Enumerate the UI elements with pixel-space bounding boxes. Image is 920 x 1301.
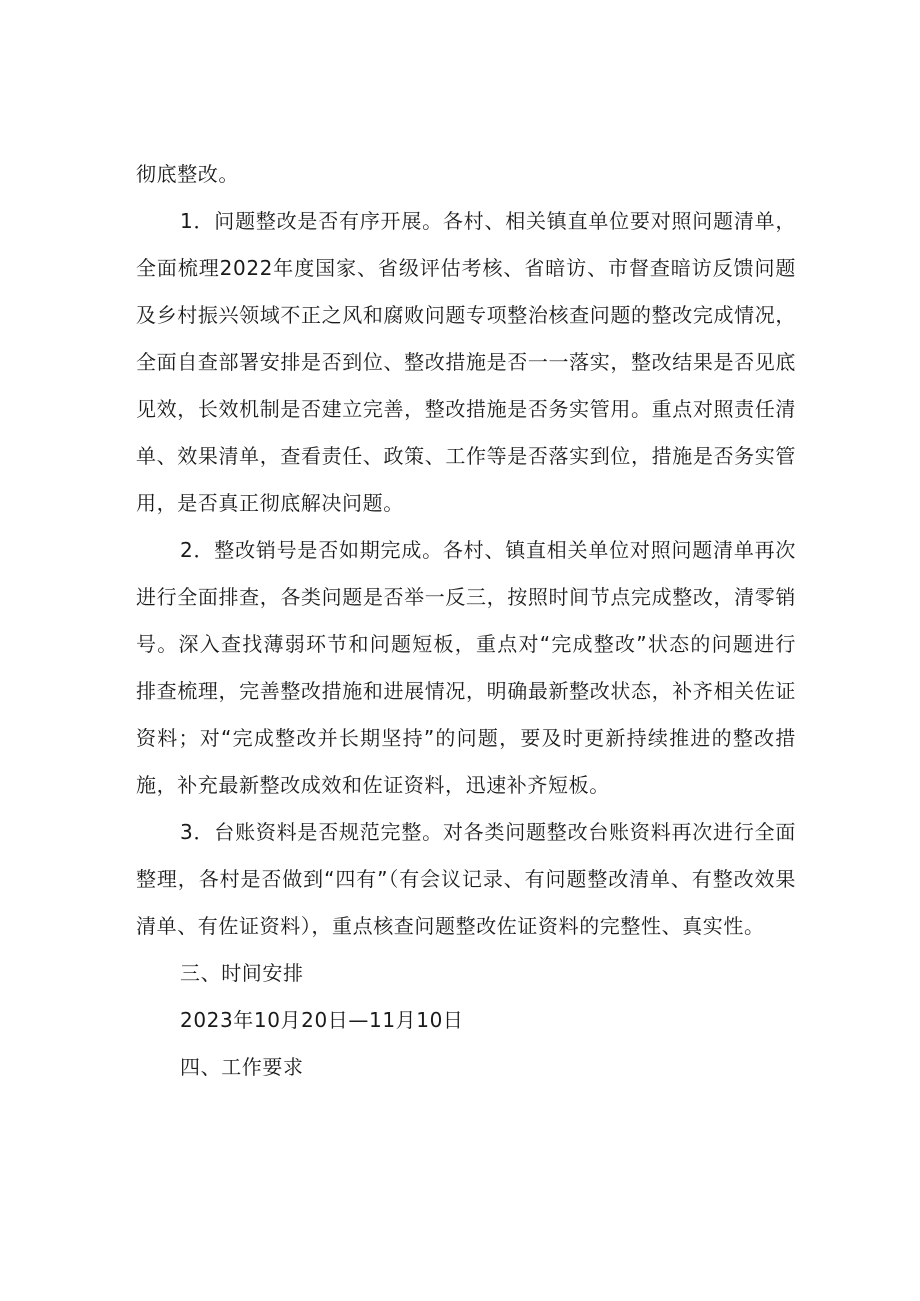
schedule-date-range: 2023年10月20日—11月10日	[180, 1008, 464, 1032]
section-heading-requirements: 四、工作要求	[180, 1055, 304, 1079]
document-body	[136, 151, 796, 1091]
paragraph-item-1: 1．问题整改是否有序开展。各村、相关镇直单位要对照问题清单，全面梳理2022年度国家、省级评估考核、省暗访、市督查暗访反馈问题及乡村振兴领域不正之风和腐败问题专项整治核查问题的整改完成情况，全面自查部署安排是否到位、整改措施是否一一落实，整改结果是否见底见效，长效机制是否建立完善，整改措施是否务实管用。重点对照责任清单、效果清单，查看责任、政策、工作等是否落实到位，措施是否务实管用，是否真正彻底解决问题。	[136, 209, 796, 515]
paragraph-continuation: 彻底整改。	[136, 162, 239, 186]
section-heading-schedule: 三、时间安排	[180, 961, 304, 985]
paragraph-item-2: 2．整改销号是否如期完成。各村、镇直相关单位对照问题清单再次进行全面排查，各类问题是否举一反三，按照时间节点完成整改，清零销号。深入查找薄弱环节和问题短板，重点对“完成整改”状态的问题进行排查梳理，完善整改措施和进展情况，明确最新整改状态，补齐相关佐证资料；对“完成整改并长期坚持”的问题，要及时更新持续推进的整改措施，补充最新整改成效和佐证资料，迅速补齐短板。	[136, 538, 797, 797]
paragraph-item-3: 3．台账资料是否规范完整。对各类问题整改台账资料再次进行全面整理，各村是否做到“四有”（有会议记录、有问题整改清单、有整改效果清单、有佐证资料），重点核查问题整改佐证资料的完整性、真实性。	[136, 820, 796, 938]
